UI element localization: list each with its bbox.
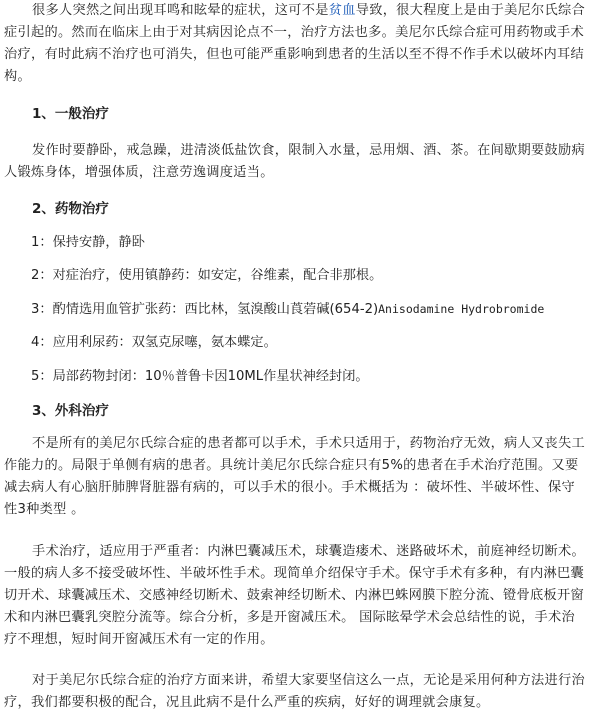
drug-item-1-num: 1：: [31, 235, 53, 250]
surgery-paragraph-1: 不是所有的美尼尔氏综合症的患者都可以手术，手术只适用于，药物治疗无效，病人又丧失工作能力的。局限于单侧有病的患者。具统计美尼尔氏综合症只有5%的患者在手术治疗范围。又要减去病人有心脑肝肺脾肾脏器有病的，可以手术的很小。手术概括为 ：破坏性、半破坏性、保守性3种类型 。: [4, 436, 585, 517]
drug-item-3: [31, 299, 544, 320]
anemia-link[interactable]: 贫血: [328, 3, 356, 18]
drug-item-4-text: 应用利尿药：双氢克尿噻，氨本蝶定。: [52, 335, 277, 350]
drug-item-1: [31, 233, 145, 253]
drug-item-3-latin: Anisodamine Hydrobromide: [378, 302, 545, 316]
drug-item-3-text: 酌情选用血管扩张药：西比林，氢溴酸山莨菪碱(654-2): [52, 302, 379, 317]
intro-text-2: 导致，很大程度上是由于美尼尔氏综合症引起的。然而在临床上由于对其病因论点不一，治疗方法也多。美尼尔氏综合症可用药物或手术治疗，有时此病不治疗也可消失，但也可能严重影响到患者的生活以至不得不作手术以破坏内耳结构。: [4, 3, 586, 84]
intro-text-1: 很多人突然之间出现耳鸣和眩晕的症状，这可不是: [32, 3, 329, 18]
section-heading-drug: 2、药物治疗: [32, 201, 109, 217]
intro-paragraph: [4, 0, 586, 88]
drug-item-2-text: 对症治疗，使用镇静药：如安定，谷维素，配合非那根。: [52, 268, 383, 283]
drug-item-4: [31, 333, 277, 353]
drug-item-3-num: 3：: [31, 302, 53, 317]
drug-item-5: [31, 367, 369, 387]
closing-paragraph: 对于美尼尔氏综合症的治疗方面来讲，希望大家要坚信这么一点，无论是采用何种方法进行治疗，我们都要积极的配合，况且此病不是什么严重的疾病，好好的调理就会康复。: [4, 673, 585, 710]
drug-item-5-num: 5：: [31, 369, 53, 384]
drug-item-2: [31, 266, 382, 286]
section-heading-surgery: 3、外科治疗: [32, 403, 109, 419]
drug-item-1-text: 保持安静，静卧: [52, 235, 145, 250]
general-treatment-text: 发作时要静卧，戒急躁，进清淡低盐饮食，限制入水量，忌用烟、酒、茶。在间歇期要鼓励病人锻炼身体，增强体质，注意劳逸调度适当。: [4, 143, 585, 180]
drug-item-2-num: 2：: [31, 268, 53, 283]
surgery-paragraph-2: 手术治疗，适应用于严重者：内淋巴囊减压术，球囊造瘘术、迷路破坏术，前庭神经切断术。一般的病人多不接受破坏性、半破坏性手术。现简单介绍保守手术。保守手术有多种，有内淋巴囊切开术、球囊减压术、交感神经切断术、鼓索神经切断术、内淋巴蛛网膜下腔分流、镫骨底板开窗术和内淋巴囊乳突腔分流等。综合分析，多是开窗减压术。 国际眩晕学术会总结性的说，手术治疗不理想，短时间开窗减压术有一定的作用。: [4, 544, 585, 647]
section-heading-general: 1、一般治疗: [32, 106, 109, 122]
drug-item-4-num: 4：: [31, 335, 53, 350]
drug-item-5-text: 局部药物封闭：10％普鲁卡因10ML作星状神经封闭。: [52, 369, 369, 384]
